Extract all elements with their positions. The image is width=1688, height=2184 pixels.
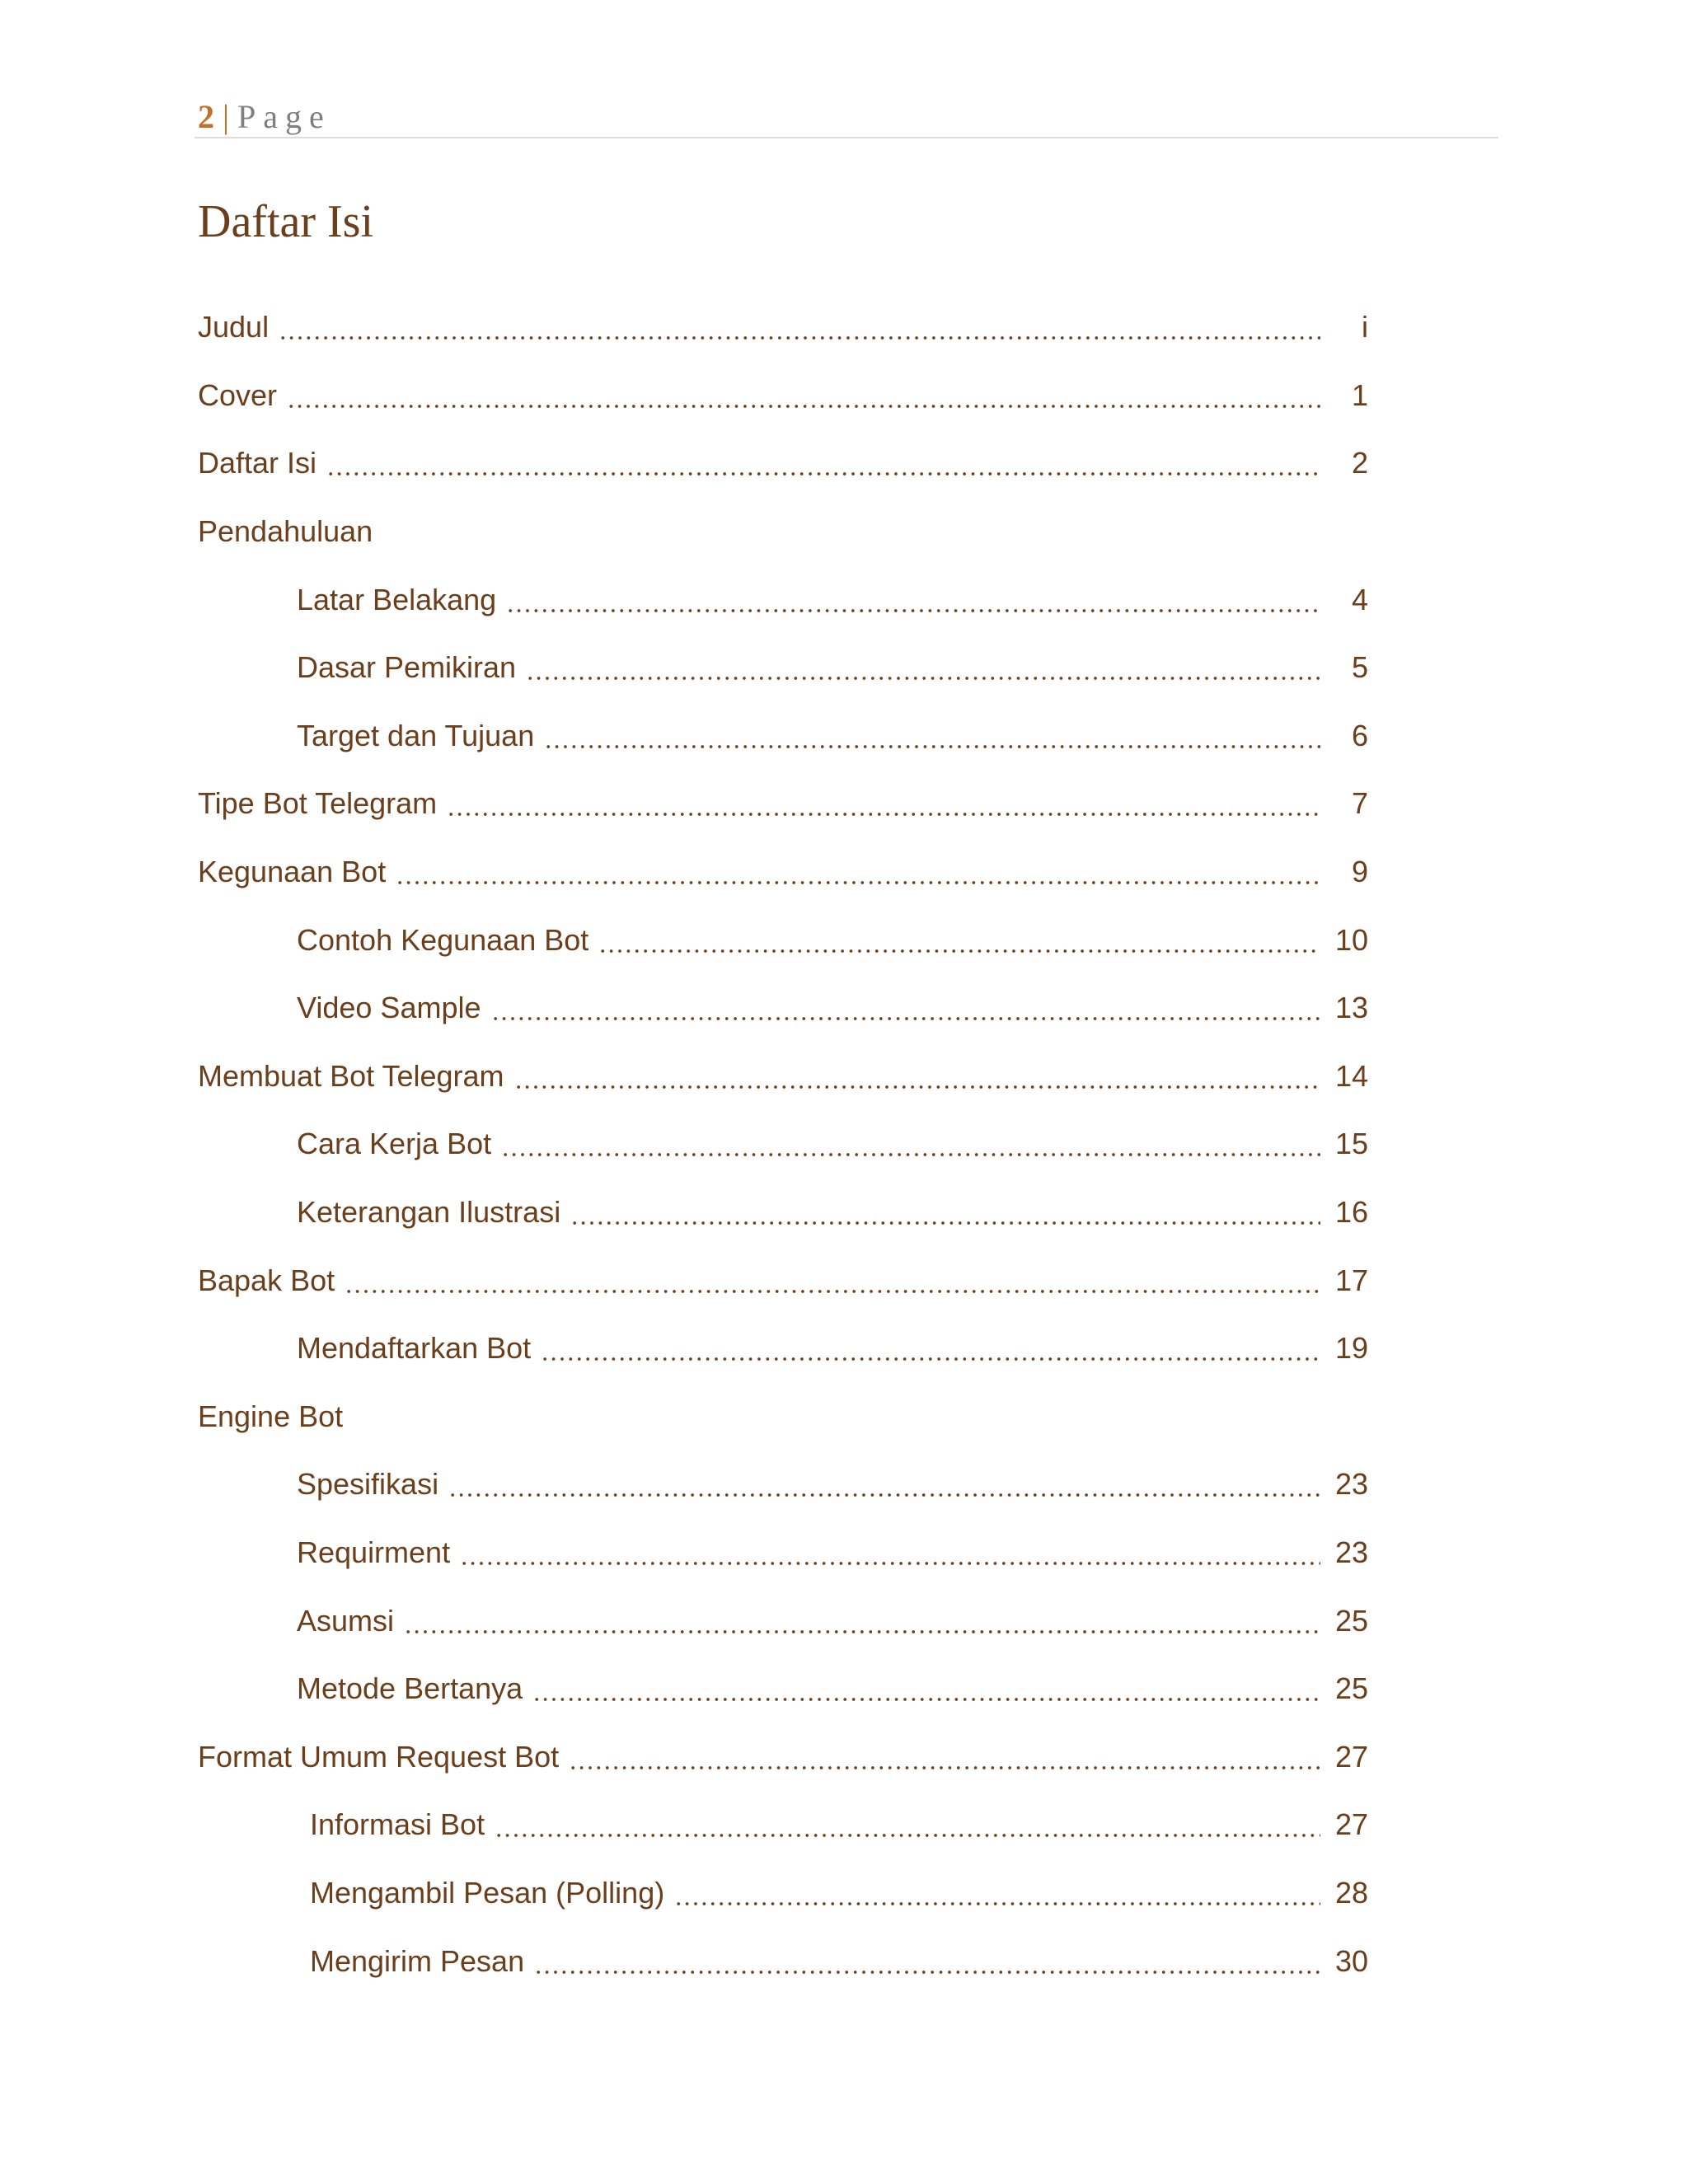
page-word: Page	[237, 98, 331, 135]
toc-entry-page: 19	[1335, 1331, 1369, 1366]
toc-entry-label: Mengambil Pesan (Polling)	[310, 1875, 665, 1910]
toc-entry[interactable]	[198, 1315, 1368, 1383]
toc-entry-page: 9	[1351, 855, 1368, 889]
toc-entry-label: Latar Belakang	[297, 582, 497, 616]
toc-entry[interactable]	[198, 1451, 1368, 1519]
toc-dot-leader	[495, 1811, 1320, 1839]
toc-entry[interactable]	[198, 429, 1368, 498]
toc-entry[interactable]	[198, 362, 1368, 430]
page-separator: |	[223, 98, 230, 135]
toc-entry[interactable]	[198, 1927, 1368, 1995]
toc-entry-label: Kegunaan Bot	[198, 855, 387, 889]
toc-entry-label: Video Sample	[297, 991, 481, 1025]
page-header	[198, 96, 331, 138]
toc-entry-label: Bapak Bot	[198, 1263, 335, 1297]
toc-entry-label: Dasar Pemikiran	[297, 650, 517, 685]
toc-entry-page: 25	[1335, 1671, 1369, 1706]
toc-entry[interactable]	[198, 293, 1368, 362]
toc-entry-label: Daftar Isi	[198, 446, 317, 480]
toc-entry-page: 25	[1335, 1603, 1369, 1638]
toc-dot-leader	[570, 1198, 1320, 1226]
toc-entry-label: Judul	[198, 310, 270, 344]
toc-entry[interactable]	[198, 1655, 1368, 1723]
toc-entry[interactable]	[198, 634, 1368, 702]
toc-dot-leader	[396, 858, 1320, 886]
toc-entry-label: Metode Bertanya	[297, 1671, 523, 1706]
toc-entry-page: 27	[1335, 1807, 1369, 1842]
toc-entry-page: 5	[1351, 650, 1368, 685]
toc-dot-leader	[506, 586, 1320, 614]
toc-entry[interactable]	[198, 1586, 1368, 1655]
toc-entry-label: Pendahuluan	[198, 514, 373, 549]
toc-entry[interactable]	[198, 974, 1368, 1043]
toc-entry[interactable]	[198, 1383, 1368, 1451]
toc-dot-leader	[598, 926, 1320, 954]
toc-entry[interactable]	[198, 1859, 1368, 1928]
toc-entry-label: Engine Bot	[198, 1399, 344, 1433]
toc-dot-leader	[541, 1334, 1320, 1362]
toc-entry-page: 7	[1351, 786, 1368, 821]
toc-entry-page: 10	[1335, 922, 1369, 957]
toc-entry[interactable]	[198, 906, 1368, 974]
toc-entry-page: 2	[1351, 446, 1368, 480]
toc-dot-leader	[532, 1675, 1320, 1703]
toc-entry[interactable]	[198, 1519, 1368, 1587]
toc-entry-page: 28	[1335, 1875, 1369, 1910]
toc-entry[interactable]	[198, 1110, 1368, 1179]
toc-entry-page: 14	[1335, 1058, 1369, 1093]
toc-entry[interactable]	[198, 770, 1368, 838]
toc-entry-label: Format Umum Request Bot	[198, 1739, 560, 1774]
toc-entry-label: Informasi Bot	[310, 1807, 485, 1842]
toc-dot-leader	[491, 994, 1321, 1022]
toc-dot-leader	[526, 654, 1320, 682]
toc-entry-label: Tipe Bot Telegram	[198, 786, 438, 821]
toc-entry-page: i	[1362, 310, 1368, 344]
toc-entry-label: Target dan Tujuan	[297, 718, 535, 752]
toc-entry-label: Mendaftarkan Bot	[297, 1331, 532, 1366]
document-title: Daftar Isi	[198, 196, 374, 247]
toc-entry-page: 30	[1335, 1943, 1369, 1978]
toc-entry-page: 23	[1335, 1467, 1369, 1502]
toc-entry[interactable]	[198, 1246, 1368, 1315]
toc-entry-page: 4	[1351, 582, 1368, 616]
toc-entry-page: 13	[1335, 991, 1369, 1025]
toc-dot-leader	[544, 722, 1320, 750]
toc-entry-label: Mengirim Pesan	[310, 1943, 525, 1978]
toc-dot-leader	[448, 1470, 1320, 1498]
toc-entry-label: Requirment	[297, 1535, 451, 1569]
toc-dot-leader	[279, 313, 1320, 341]
toc-dot-leader	[569, 1743, 1320, 1771]
toc-entry-page: 6	[1351, 718, 1368, 752]
toc-entry-label: Cara Kerja Bot	[297, 1127, 492, 1161]
toc-entry[interactable]	[198, 838, 1368, 907]
toc-entry[interactable]	[198, 702, 1368, 771]
toc-entry[interactable]	[198, 1791, 1368, 1859]
page-number: 2	[198, 98, 214, 135]
toc-entry-page: 15	[1335, 1127, 1369, 1161]
toc-entry[interactable]	[198, 565, 1368, 634]
toc-entry-label: Asumsi	[297, 1603, 395, 1638]
toc-dot-leader	[345, 1267, 1320, 1295]
toc-dot-leader	[404, 1607, 1320, 1635]
toc-dot-leader	[326, 449, 1320, 477]
table-of-contents	[198, 293, 1368, 1995]
toc-entry-label: Spesifikasi	[297, 1467, 439, 1502]
toc-entry[interactable]	[198, 498, 1368, 566]
toc-entry-page: 23	[1335, 1535, 1369, 1569]
toc-entry-page: 27	[1335, 1739, 1369, 1774]
header-rule	[195, 137, 1498, 138]
toc-dot-leader	[501, 1130, 1320, 1158]
toc-entry-page: 17	[1335, 1263, 1369, 1297]
toc-dot-leader	[460, 1539, 1320, 1567]
toc-entry[interactable]	[198, 1179, 1368, 1247]
toc-dot-leader	[514, 1062, 1320, 1090]
toc-entry-page: 1	[1351, 377, 1368, 412]
toc-entry[interactable]	[198, 1722, 1368, 1791]
toc-entry-label: Cover	[198, 377, 278, 412]
toc-dot-leader	[534, 1947, 1320, 1975]
toc-entry[interactable]	[198, 1043, 1368, 1111]
toc-dot-leader	[287, 382, 1320, 410]
toc-entry-page: 16	[1335, 1195, 1369, 1230]
toc-entry-label: Keterangan Ilustrasi	[297, 1195, 561, 1230]
toc-entry-label: Membuat Bot Telegram	[198, 1058, 504, 1093]
toc-entry-label: Contoh Kegunaan Bot	[297, 922, 589, 957]
toc-dot-leader	[447, 790, 1320, 818]
toc-dot-leader	[674, 1879, 1320, 1907]
